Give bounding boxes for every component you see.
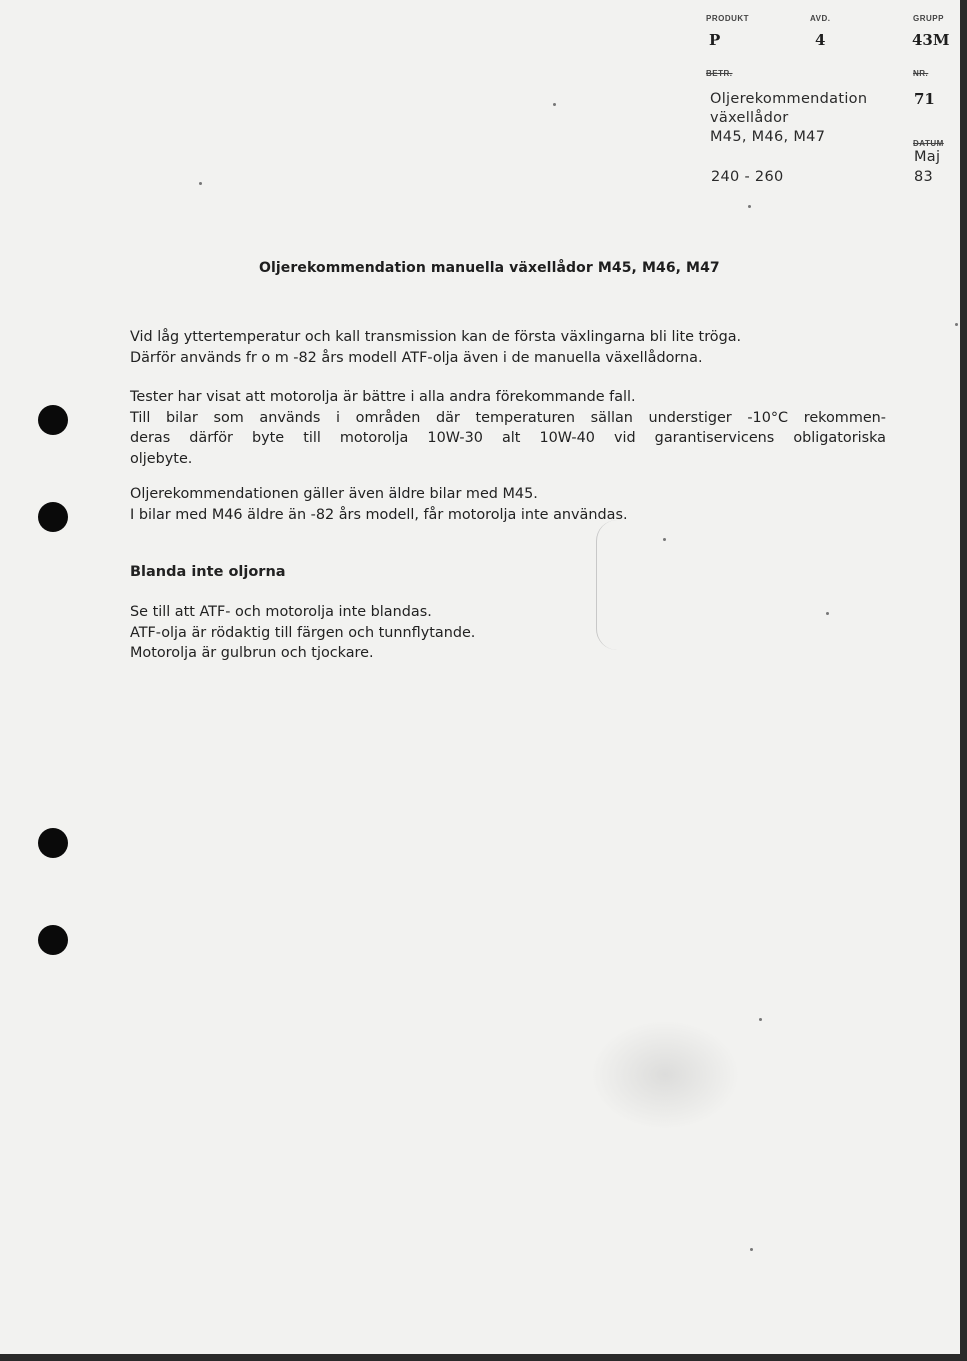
hairline-mark bbox=[596, 520, 617, 650]
paragraph-line: Oljerekommendationen gäller även äldre bilar med M45. bbox=[130, 486, 538, 502]
punch-hole bbox=[38, 925, 68, 955]
dust-speck bbox=[553, 103, 556, 106]
paragraph-line: Se till att ATF- och motorolja inte blandas. bbox=[130, 604, 432, 620]
paragraph-line: oljebyte. bbox=[130, 450, 193, 467]
models-range: 240 - 260 bbox=[711, 169, 784, 185]
betr-label: BETR. bbox=[706, 69, 733, 78]
paragraph-4 bbox=[130, 602, 475, 664]
punch-hole bbox=[38, 828, 68, 858]
produkt-label: PRODUKT bbox=[706, 14, 750, 23]
punch-hole bbox=[38, 405, 68, 435]
smudge bbox=[590, 1020, 740, 1130]
paragraph-line: Motorolja är gulbrun och tjockare. bbox=[130, 645, 374, 661]
produkt-value: P bbox=[709, 31, 721, 49]
punch-hole bbox=[38, 502, 68, 532]
paragraph-line: I bilar med M46 äldre än -82 års modell, får motorolja inte användas. bbox=[130, 506, 628, 523]
paragraph-2 bbox=[130, 387, 886, 469]
avd-label: AVD. bbox=[810, 14, 831, 23]
paragraph-line: Vid låg yttertemperatur och kall transmission kan de första växlingarna bli lite tröga. bbox=[130, 329, 742, 345]
dust-speck bbox=[663, 538, 666, 541]
scan-edge-bottom bbox=[0, 1354, 967, 1361]
dust-speck bbox=[750, 1248, 753, 1251]
scan-edge-right bbox=[960, 0, 967, 1361]
datum-month: Maj bbox=[914, 149, 941, 165]
document-title: Oljerekommendation manuella växellådor M45, M46, M47 bbox=[259, 260, 720, 276]
paragraph-line: deras därför byte till motorolja 10W-30 alt 10W-40 vid garantiservicens obligatoriska bbox=[130, 430, 886, 446]
paragraph-3 bbox=[130, 484, 628, 525]
betr-text bbox=[710, 90, 867, 147]
dust-speck bbox=[826, 612, 829, 615]
betr-line: växellådor bbox=[710, 110, 789, 126]
datum-label: DATUM bbox=[913, 139, 944, 148]
betr-line: Oljerekommendation bbox=[710, 91, 868, 107]
betr-line: M45, M46, M47 bbox=[710, 129, 826, 145]
dust-speck bbox=[748, 205, 751, 208]
avd-value: 4 bbox=[815, 31, 826, 49]
grupp-label: GRUPP bbox=[913, 14, 944, 23]
grupp-value: 43M bbox=[912, 31, 950, 49]
paragraph-1 bbox=[130, 327, 741, 368]
paragraph-line: Därför används fr o m -82 års modell ATF-olja även i de manuella växellådorna. bbox=[130, 349, 703, 366]
datum-year: 83 bbox=[914, 169, 934, 185]
section-heading: Blanda inte oljorna bbox=[130, 564, 286, 580]
paragraph-line: ATF-olja är rödaktig till färgen och tunnflytande. bbox=[130, 624, 476, 641]
nr-label: NR. bbox=[913, 69, 929, 78]
paragraph-line: Tester har visat att motorolja är bättre i alla andra förekommande fall. bbox=[130, 389, 636, 405]
dust-speck bbox=[759, 1018, 762, 1021]
nr-value: 71 bbox=[914, 90, 935, 108]
paragraph-line: Till bilar som används i områden där temperaturen sällan understiger -10°C rekommen- bbox=[130, 409, 886, 426]
dust-speck bbox=[955, 323, 958, 326]
dust-speck bbox=[199, 182, 202, 185]
